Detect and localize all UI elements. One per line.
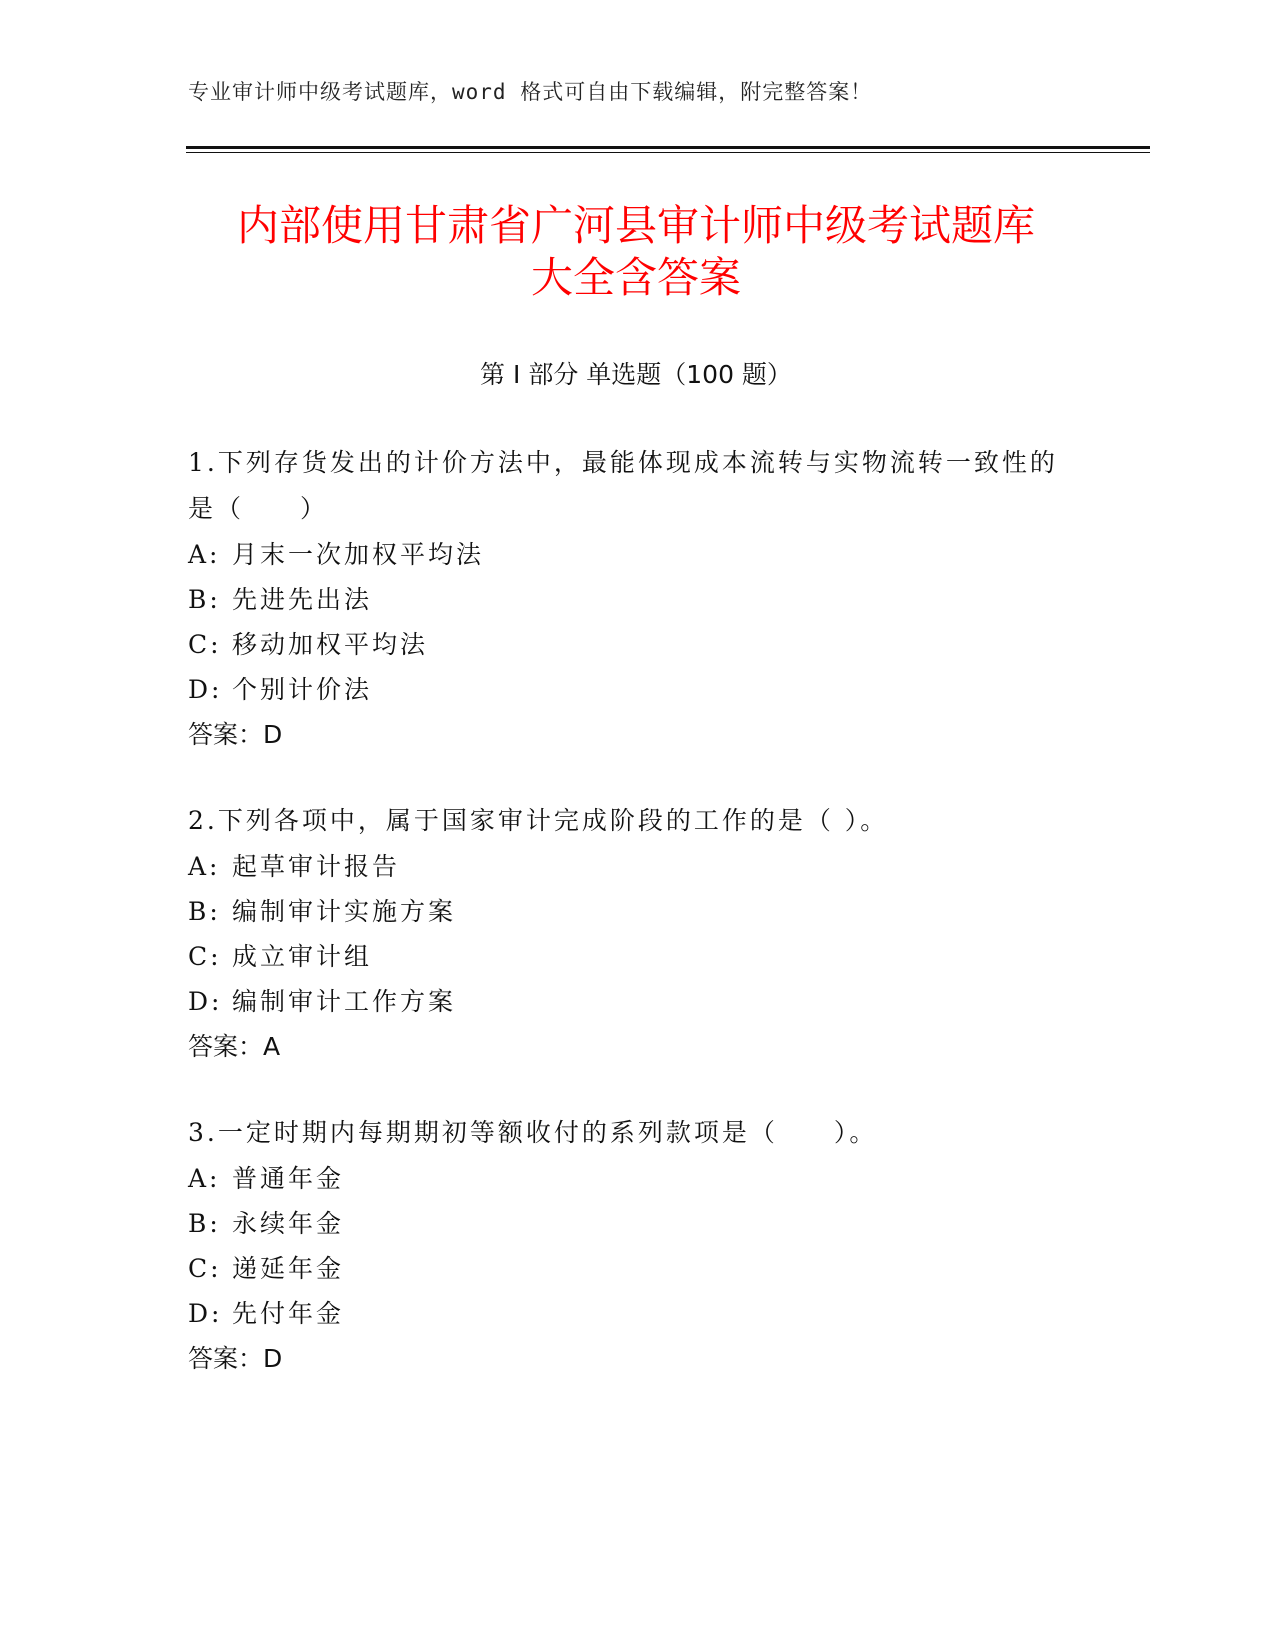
option-key: D: — [188, 987, 223, 1016]
option-text: 编制审计工作方案 — [232, 987, 457, 1016]
option-text: 成立审计组 — [232, 942, 373, 971]
option-text: 移动加权平均法 — [232, 630, 429, 659]
option-key: A: — [188, 1164, 221, 1193]
question-3 — [188, 1110, 1068, 1382]
option-a — [188, 532, 1068, 577]
question-1 — [188, 440, 1068, 758]
header-rule-thick — [186, 146, 1150, 149]
option-key: C: — [188, 942, 222, 971]
option-key: C: — [188, 630, 222, 659]
header-note: 专业审计师中级考试题库，word 格式可自由下载编辑，附完整答案！ — [188, 80, 873, 104]
option-key: D: — [188, 1299, 223, 1328]
document-title-line-2: 大全含答案 — [530, 253, 741, 302]
option-text: 起草审计报告 — [232, 852, 401, 881]
option-text: 月末一次加权平均法 — [232, 540, 485, 569]
document-title-line-1: 内部使用甘肃省广河县审计师中级考试题库 — [236, 201, 1035, 250]
option-b — [188, 889, 1068, 934]
section-title: 第 I 部分 单选题（100 题） — [480, 360, 792, 389]
option-a — [188, 1156, 1068, 1201]
answer: 答案：D — [188, 720, 283, 749]
option-b — [188, 1201, 1068, 1246]
option-a — [188, 844, 1068, 889]
option-text: 先付年金 — [232, 1299, 345, 1328]
question-stem: 3.一定时期内每期期初等额收付的系列款项是（ ）。 — [188, 1118, 878, 1147]
document-title — [186, 200, 1086, 304]
option-text: 编制审计实施方案 — [232, 897, 457, 926]
option-text: 递延年金 — [232, 1254, 345, 1283]
option-d — [188, 667, 1068, 712]
option-b — [188, 577, 1068, 622]
header-rule-thin — [186, 152, 1150, 153]
option-text: 永续年金 — [232, 1209, 345, 1238]
option-c — [188, 1246, 1068, 1291]
option-key: A: — [188, 540, 221, 569]
option-c — [188, 934, 1068, 979]
option-text: 先进先出法 — [232, 585, 373, 614]
answer: 答案：A — [188, 1032, 281, 1061]
option-key: D: — [188, 675, 223, 704]
question-stem: 2.下列各项中，属于国家审计完成阶段的工作的是（ ）。 — [188, 806, 889, 835]
option-c — [188, 622, 1068, 667]
question-2 — [188, 798, 1068, 1070]
option-key: B: — [188, 897, 221, 926]
option-key: A: — [188, 852, 221, 881]
option-key: B: — [188, 585, 221, 614]
answer: 答案：D — [188, 1344, 283, 1373]
option-text: 普通年金 — [232, 1164, 345, 1193]
option-key: B: — [188, 1209, 221, 1238]
option-key: C: — [188, 1254, 222, 1283]
option-d — [188, 979, 1068, 1024]
option-d — [188, 1291, 1068, 1336]
question-stem: 1.下列存货发出的计价方法中，最能体现成本流转与实物流转一致性的是（ ） — [188, 448, 1058, 523]
option-text: 个别计价法 — [232, 675, 373, 704]
